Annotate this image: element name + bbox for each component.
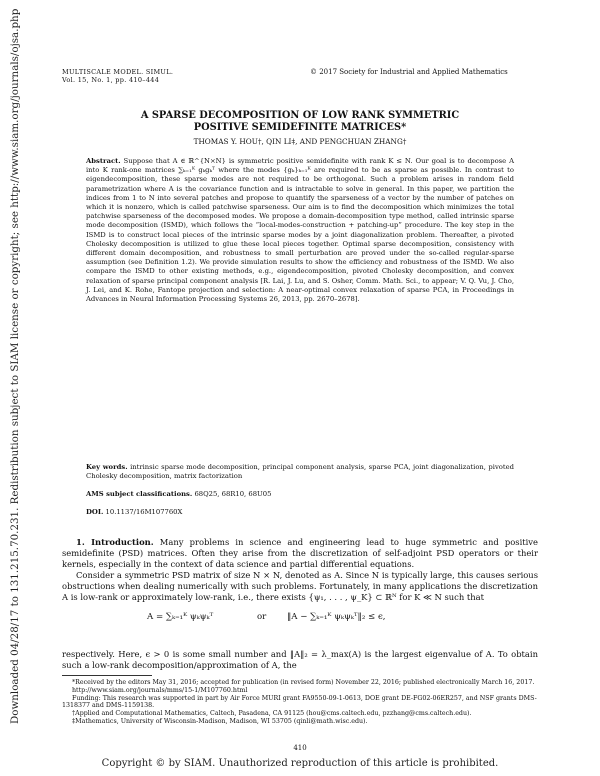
abstract-label: Abstract. [86,157,121,165]
journal-info [62,68,173,84]
ams-label: AMS subject classifications. [86,490,193,498]
doi-label: DOI. [86,508,104,516]
journal-name: MULTISCALE MODEL. SIMUL. [62,68,174,76]
footnote-received: *Received by the editors May 31, 2016; accepted for publication (in revised form) November 22, 2016; published electronically March 16, 2017. [72,679,535,686]
bottom-copyright: Copyright © by SIAM. Unauthorized reproduction of this article is prohibited. [101,758,499,769]
footnote-caltech: †Applied and Computational Mathematics, Caltech, Pasadena, CA 91125 (hou@cms.caltech.edu, pzzhang@cms.caltech.edu). [72,710,472,718]
ams-classification [86,490,271,498]
doi-text: 10.1137/16M107760X [105,508,183,516]
intro-section [62,537,538,603]
title-line-1: A SPARSE DECOMPOSITION OF LOW RANK SYMMETRIC [140,110,460,121]
abstract [86,157,514,304]
footnote-rule [62,675,152,676]
section-heading: 1. Introduction. [76,537,154,547]
intro-paragraph-3: respectively. Here, ϵ > 0 is some small number and ‖A‖₂ = λ_max(A) is the largest eigenvalue of A. To obtain such a low-rank decomposition/approximation of A, the [62,649,538,670]
equation-or: or [257,612,267,622]
display-equation [62,600,538,640]
footnote-funding: Funding: This research was supported in part by Air Force MURI grant FA9550-09-1-0613, DOE grant DE-FG02-06ER257, and NSF grants DMS-1318377 and DMS-1159138. [62,694,537,710]
footnote-wisconsin: ‡Mathematics, University of Wisconsin-Madison, Madison, WI 53705 (qinli@math.wisc.edu). [72,717,368,725]
intro-p1-text: Many problems in science and engineering lead to huge symmetric and positive semidefinite (PSD) matrices. Often they arise from the discretization of self-adjoint PSD operators or their kernels, especially in the context of data science and partial differential equations. [62,537,538,569]
header-copyright: © 2017 Society for Industrial and Applied Mathematics [310,68,508,76]
doi [86,508,182,516]
footnotes [62,679,538,726]
download-notice: Downloaded 04/28/17 to 131.215.70.231. Redistribution subject to SIAM license or copyright; see http://www.siam.org/journals/ojsa.php [9,8,21,724]
footnote-url[interactable]: http://www.siam.org/journals/mms/15-1/M107760.html [72,686,248,694]
keywords-text: intrinsic sparse mode decomposition, principal component analysis, sparse PCA, joint diagonalization, pivoted Cholesky decomposition, matrix factorization [86,463,514,481]
journal-volume: Vol. 15, No. 1, pp. 410–444 [62,76,160,84]
title-line-2: POSITIVE SEMIDEFINITE MATRICES* [193,122,407,133]
keywords [86,463,514,481]
paper-title [62,110,538,134]
intro-paragraph-2: Consider a symmetric PSD matrix of size N × N, denoted as A. Since N is typically large, this causes serious obstructions when dealing numerically with such problems. Fortunately, in many applications the discretization A is low-rank or approximately low-rank, i.e., there exists {ψ₁, . . . , ψ_K} ⊂ ℝᴺ for K ≪ N such that [62,570,538,602]
authors: THOMAS Y. HOU†, QIN LI‡, AND PENGCHUAN ZHANG† [193,137,407,146]
abstract-text: Suppose that A ∈ ℝ^{N×N} is symmetric positive semidefinite with rank K ≤ N. Our goal is to decompose A into K rank-one matrices ∑ₖ₌₁ᴷ gₖgₖᵀ where the modes {gₖ}ₖ₌₁ᴷ are required to be as sparse as possible. In contrast to eigendecomposition, these sparse modes are not required to be orthogonal. Such a problem arises in random field parametrization where A is the covariance function and is intractable to solve in general. In this paper, we partition the indices from 1 to N into several patches and propose to quantify the sparseness of a vector by the number of patches on which it is nonzero, which is called patchwise sparseness. Our aim is to find the decomposition which minimizes the total patchwise sparseness of the decomposed modes. We propose a domain-decomposition type method, called intrinsic sparse mode decomposition (ISMD), which follows the “local-modes-construction + patching-up” procedure. The key step in the ISMD is to construct local pieces of the intrinsic sparse modes by a joint diagonalization problem. Thereafter, a pivoted Cholesky decomposition is utilized to glue these local pieces together. Optimal sparse decomposition, consistency with different domain decomposition, and robustness to small perturbation are proved under the so-called regular-sparse assumption (see Definition 1.2). We provide simulation results to show the efficiency and robustness of the ISMD. We also compare the ISMD to other existing methods, e.g., eigendecomposition, pivoted Cholesky decomposition, and convex relaxation of sparse principal component analysis [R. Lai, J. Lu, and S. Osher, Comm. Math. Sci., to appear; V. Q. Vu, J. Cho, J. Lei, and K. Rohe, Fantope projection and selection: A near-optimal convex relaxation of sparse PCA, in Proceedings in Advances in Neural Information Processing Systems 26, 2013, pp. 2670–2678]. [86,157,514,304]
keywords-label: Key words. [86,463,128,471]
intro-paragraph-1 [62,537,538,570]
page-number: 410 [293,744,307,752]
ams-text: 68Q25, 68R10, 68U05 [194,490,272,498]
equation-left: A = ∑ₖ₌₁ᴷ ψₖψₖᵀ [147,612,214,622]
equation-right: ‖A − ∑ₖ₌₁ᴷ ψₖψₖᵀ‖₂ ≤ ϵ, [287,612,386,622]
